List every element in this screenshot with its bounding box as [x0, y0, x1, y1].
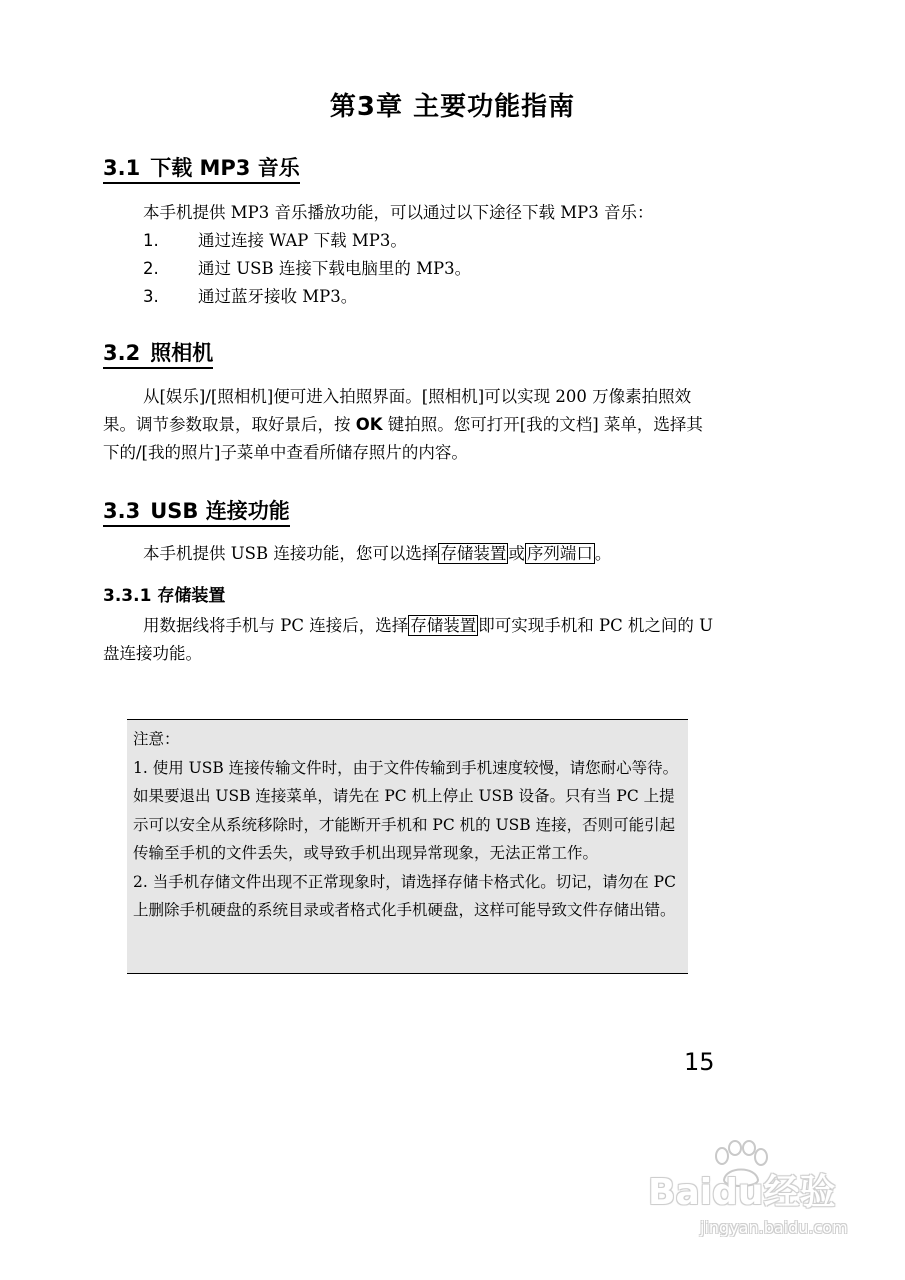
- paragraph-text: 。: [594, 544, 612, 563]
- section-number: 3.3: [103, 499, 141, 523]
- note-label: 注意：: [133, 730, 180, 748]
- watermark: [600, 1140, 890, 1250]
- paragraph-text: 或: [508, 544, 525, 563]
- list-item: [143, 256, 471, 282]
- paragraph-text: 用数据线将手机与 PC 连接后，选择: [143, 616, 409, 635]
- section-3-3-paragraph: [103, 540, 715, 568]
- section-3-1-intro: [103, 199, 715, 227]
- list-number: 2.: [143, 259, 159, 278]
- section-number: 3.1: [103, 156, 141, 180]
- list-number: 1.: [143, 231, 159, 250]
- section-3-3-heading: [103, 498, 290, 527]
- subsection-3-3-1-heading: 3.3.1 存储装置: [103, 586, 226, 606]
- paragraph-text: 本手机提供 USB 连接功能，您可以选择: [143, 544, 439, 563]
- list-item: [143, 228, 407, 254]
- watermark-url: jingyan.baidu.com: [700, 1218, 848, 1237]
- paragraph-text: 即可实现手机和 PC 机之间的 U 盘连接功能。: [103, 616, 714, 663]
- section-title: 下载 MP3 音乐: [150, 156, 300, 180]
- section-3-2-paragraph: [103, 383, 715, 467]
- intro-text: 本手机提供 MP3 音乐播放功能，可以通过以下途径下载 MP3 音乐：: [143, 203, 654, 222]
- section-title: USB 连接功能: [150, 499, 290, 523]
- list-item: [143, 284, 357, 310]
- subsection-3-3-1-paragraph: [103, 612, 715, 668]
- storage-option-label: 存储装置: [440, 544, 507, 563]
- storage-option-label: 存储装置: [410, 616, 477, 635]
- note-item-2: 2. 当手机存储文件出现不正常现象时，请选择存储卡格式化。切记，请勿在 PC 上删除手机硬盘的系统目录或者格式化手机硬盘，这样可能导致文件存储出错。: [133, 872, 676, 919]
- section-3-1-heading: [103, 155, 300, 184]
- section-number: 3.2: [103, 341, 141, 365]
- list-number: 3.: [143, 287, 159, 306]
- section-3-2-heading: [103, 340, 213, 369]
- list-text: 通过 USB 连接下载电脑里的 MP3。: [198, 259, 472, 278]
- chapter-title: 第3章 主要功能指南: [329, 92, 576, 122]
- note-item-1: 1. 使用 USB 连接传输文件时，由于文件传输到手机速度较慢，请您耐心等待。如果要退出 USB 连接菜单，请先在 PC 机上停止 USB 设备。只有当 PC 上提示可以安全从系统移除时，才能断开手机和 PC 机的 USB 连接，否则可能引起传输至手机的文件丢失，或导致手机出现异常现象，无法正常工作。: [133, 758, 679, 862]
- page-number: 15: [684, 1048, 715, 1076]
- note-box: [127, 719, 688, 974]
- section-title: 照相机: [150, 341, 214, 365]
- watermark-brand: Baidu经验: [648, 1172, 836, 1213]
- paragraph-text: 从[娱乐]/[照相机]便可进入拍照界面。[照相机]可以实现 200 万像素拍照效果。调节参数取景，取好景后，按: [103, 387, 692, 434]
- paragraph-text: 键拍照。您可打开[我的文档] 菜单，选择其下的/[我的照片]子菜单中查看所储存照片的内容。: [103, 415, 703, 462]
- list-text: 通过蓝牙接收 MP3。: [198, 287, 358, 306]
- list-text: 通过连接 WAP 下载 MP3。: [198, 231, 407, 250]
- serial-port-option-label: 序列端口: [526, 544, 593, 563]
- ok-key-label: OK: [355, 415, 383, 434]
